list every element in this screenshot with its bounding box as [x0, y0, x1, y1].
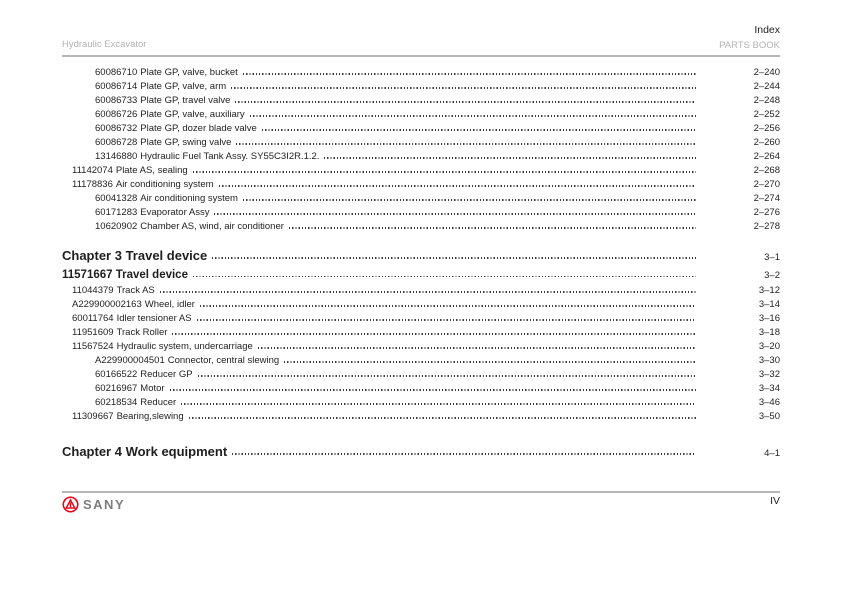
page-number: 3–46: [758, 397, 780, 408]
part-number: 60086710: [95, 67, 138, 78]
part-number: 60086714: [95, 81, 138, 92]
toc-entry-row: [62, 298, 780, 312]
part-number: 11309667: [72, 411, 114, 422]
part-number: 60086726: [95, 109, 138, 120]
header-book-name: PARTS BOOK: [719, 40, 780, 51]
entry-label: [95, 192, 238, 206]
page-number: 2–260: [753, 137, 780, 148]
page-number: 2–274: [753, 193, 780, 204]
part-description: Motor: [140, 383, 165, 394]
dot-leader: [181, 403, 696, 404]
page-number: 2–240: [753, 67, 780, 78]
entry-label: [95, 66, 238, 80]
toc-entry-row: [62, 382, 780, 396]
part-number: 60041328: [95, 193, 138, 204]
header-rule: [62, 55, 780, 57]
part-number: 11178836: [72, 179, 113, 190]
part-description: Plate GP, swing valve: [140, 137, 232, 148]
toc-entry-row: [62, 312, 780, 326]
entry-label: [95, 354, 279, 368]
dot-leader: [193, 171, 696, 172]
chapter-heading-row: [62, 247, 780, 267]
toc-entry-row: [62, 326, 780, 340]
toc-entry-row: [62, 122, 780, 136]
toc-entry-row: [62, 284, 780, 298]
dot-leader: [232, 453, 696, 454]
sany-logo-icon: [62, 496, 79, 513]
page-number: 2–270: [753, 179, 780, 190]
page-title: Index: [754, 24, 780, 36]
page-number: 3–1: [764, 252, 780, 263]
subchapter-heading-row: [62, 267, 780, 284]
part-number: 13146880: [95, 151, 138, 162]
dot-leader: [262, 129, 696, 130]
part-description: Bearing,slewing: [116, 411, 184, 422]
part-description: Plate GP, valve, arm: [140, 81, 227, 92]
dot-leader: [284, 361, 696, 362]
toc-list: [62, 66, 780, 463]
page-number: 3–32: [758, 369, 780, 380]
toc-entry-row: [62, 354, 780, 368]
part-number: A229900002163: [72, 299, 142, 310]
chapter-heading-row: [62, 443, 780, 463]
page-number: 2–264: [753, 151, 780, 162]
page-number: 2–256: [753, 123, 780, 134]
toc-entry-row: [62, 396, 780, 410]
part-description: Reducer: [140, 397, 177, 408]
folio-page-number: IV: [770, 495, 780, 507]
dot-leader: [160, 291, 696, 292]
entry-label: [72, 164, 188, 178]
dot-leader: [212, 257, 696, 258]
entry-label: [72, 410, 184, 424]
dot-leader: [324, 157, 696, 158]
part-description: Wheel, idler: [144, 299, 195, 310]
dot-leader: [170, 389, 696, 390]
toc-entry-row: [62, 410, 780, 424]
toc-entry-row: [62, 108, 780, 122]
dot-leader: [289, 227, 696, 228]
brand-logo: [62, 496, 125, 513]
entry-label: [95, 94, 230, 108]
part-number: 60086728: [95, 137, 138, 148]
dot-leader: [243, 73, 696, 74]
part-number: 11044379: [72, 285, 114, 296]
part-description: Air conditioning system: [115, 179, 214, 190]
part-number: 60011764: [72, 313, 114, 324]
part-description: Reducer GP: [140, 369, 193, 380]
toc-entry-row: [62, 178, 780, 192]
part-description: Air conditioning system: [140, 193, 238, 204]
heading-label: Chapter 4 Work equipment: [62, 444, 228, 459]
entry-label: [95, 382, 165, 396]
part-number: 60086733: [95, 95, 138, 106]
header-product-name: Hydraulic Excavator: [62, 39, 147, 50]
dot-leader: [231, 87, 696, 88]
page-number: 3–14: [758, 299, 780, 310]
dot-leader: [200, 305, 696, 306]
dot-leader: [219, 185, 696, 186]
entry-label: [95, 220, 284, 234]
dot-leader: [197, 319, 696, 320]
part-description: Connector, central slewing: [167, 355, 280, 366]
entry-label: [95, 368, 193, 382]
entry-label: [72, 340, 253, 354]
dot-leader: [198, 375, 696, 376]
dot-leader: [193, 276, 696, 277]
part-number: 60171283: [95, 207, 138, 218]
heading-label: 11571667 Travel device: [62, 269, 188, 281]
part-number: 60086732: [95, 123, 138, 134]
page-number: 2–244: [753, 81, 780, 92]
part-number: 60166522: [95, 369, 138, 380]
part-number: 11951609: [72, 327, 114, 338]
toc-entry-row: [62, 66, 780, 80]
part-description: Chamber AS, wind, air conditioner: [140, 221, 284, 232]
dot-leader: [236, 143, 696, 144]
page-number: 3–50: [758, 411, 780, 422]
part-number: 11142074: [72, 165, 113, 176]
brand-name: SANY: [83, 497, 126, 512]
part-description: Plate GP, travel valve: [140, 95, 231, 106]
page-number: 2–252: [753, 109, 780, 120]
toc-entry-row: [62, 368, 780, 382]
page-number: 3–18: [758, 327, 780, 338]
page-number: 2–278: [753, 221, 780, 232]
entry-label: [95, 108, 245, 122]
toc-entry-row: [62, 164, 780, 178]
dot-leader: [243, 199, 696, 200]
entry-label: [72, 326, 167, 340]
toc-entry-row: [62, 192, 780, 206]
entry-label: [95, 150, 319, 164]
entry-label: [95, 80, 226, 94]
page-number: 3–12: [758, 285, 780, 296]
toc-entry-row: [62, 206, 780, 220]
part-number: 11567524: [72, 341, 114, 352]
dot-leader: [235, 101, 696, 102]
dot-leader: [172, 333, 696, 334]
part-description: Evaporator Assy: [140, 207, 210, 218]
part-description: Hydraulic system, undercarriage: [116, 341, 253, 352]
part-number: 10620902: [95, 221, 138, 232]
entry-label: [95, 396, 176, 410]
page-footer: [62, 487, 780, 513]
page-number: 3–34: [758, 383, 780, 394]
page-header: [62, 24, 780, 51]
header-right: [719, 24, 780, 51]
entry-label: [95, 136, 231, 150]
toc-entry-row: [62, 94, 780, 108]
toc-entry-row: [62, 220, 780, 234]
dot-leader: [214, 213, 696, 214]
part-description: Plate GP, valve, bucket: [140, 67, 238, 78]
page-number: 2–248: [753, 95, 780, 106]
dot-leader: [250, 115, 696, 116]
page-number: 3–2: [764, 270, 780, 281]
dot-leader: [258, 347, 696, 348]
toc-entry-row: [62, 136, 780, 150]
page-number: 2–268: [753, 165, 780, 176]
part-number: 60216967: [95, 383, 138, 394]
part-description: Hydraulic Fuel Tank Assy. SY55C3I2R.1.2.: [140, 151, 320, 162]
part-description: Track AS: [116, 285, 155, 296]
page-number: 2–276: [753, 207, 780, 218]
toc-entry-row: [62, 80, 780, 94]
heading-label: Chapter 3 Travel device: [62, 248, 208, 263]
part-number: 60218534: [95, 397, 138, 408]
dot-leader: [189, 417, 696, 418]
part-description: Plate GP, dozer blade valve: [140, 123, 257, 134]
page-number: 3–16: [758, 313, 780, 324]
part-description: Track Roller: [116, 327, 168, 338]
entry-label: [72, 312, 192, 326]
entry-label: [72, 298, 195, 312]
page-number: 3–20: [758, 341, 780, 352]
part-description: Idler tensioner AS: [116, 313, 192, 324]
part-number: A229900004501: [95, 355, 165, 366]
toc-entry-row: [62, 150, 780, 164]
page-number: 4–1: [764, 448, 780, 459]
part-description: Plate AS, sealing: [115, 165, 188, 176]
entry-label: [72, 178, 214, 192]
toc-entry-row: [62, 340, 780, 354]
entry-label: [72, 284, 155, 298]
entry-label: [95, 206, 209, 220]
entry-label: [95, 122, 257, 136]
page-number: 3–30: [758, 355, 780, 366]
part-description: Plate GP, valve, auxiliary: [140, 109, 245, 120]
